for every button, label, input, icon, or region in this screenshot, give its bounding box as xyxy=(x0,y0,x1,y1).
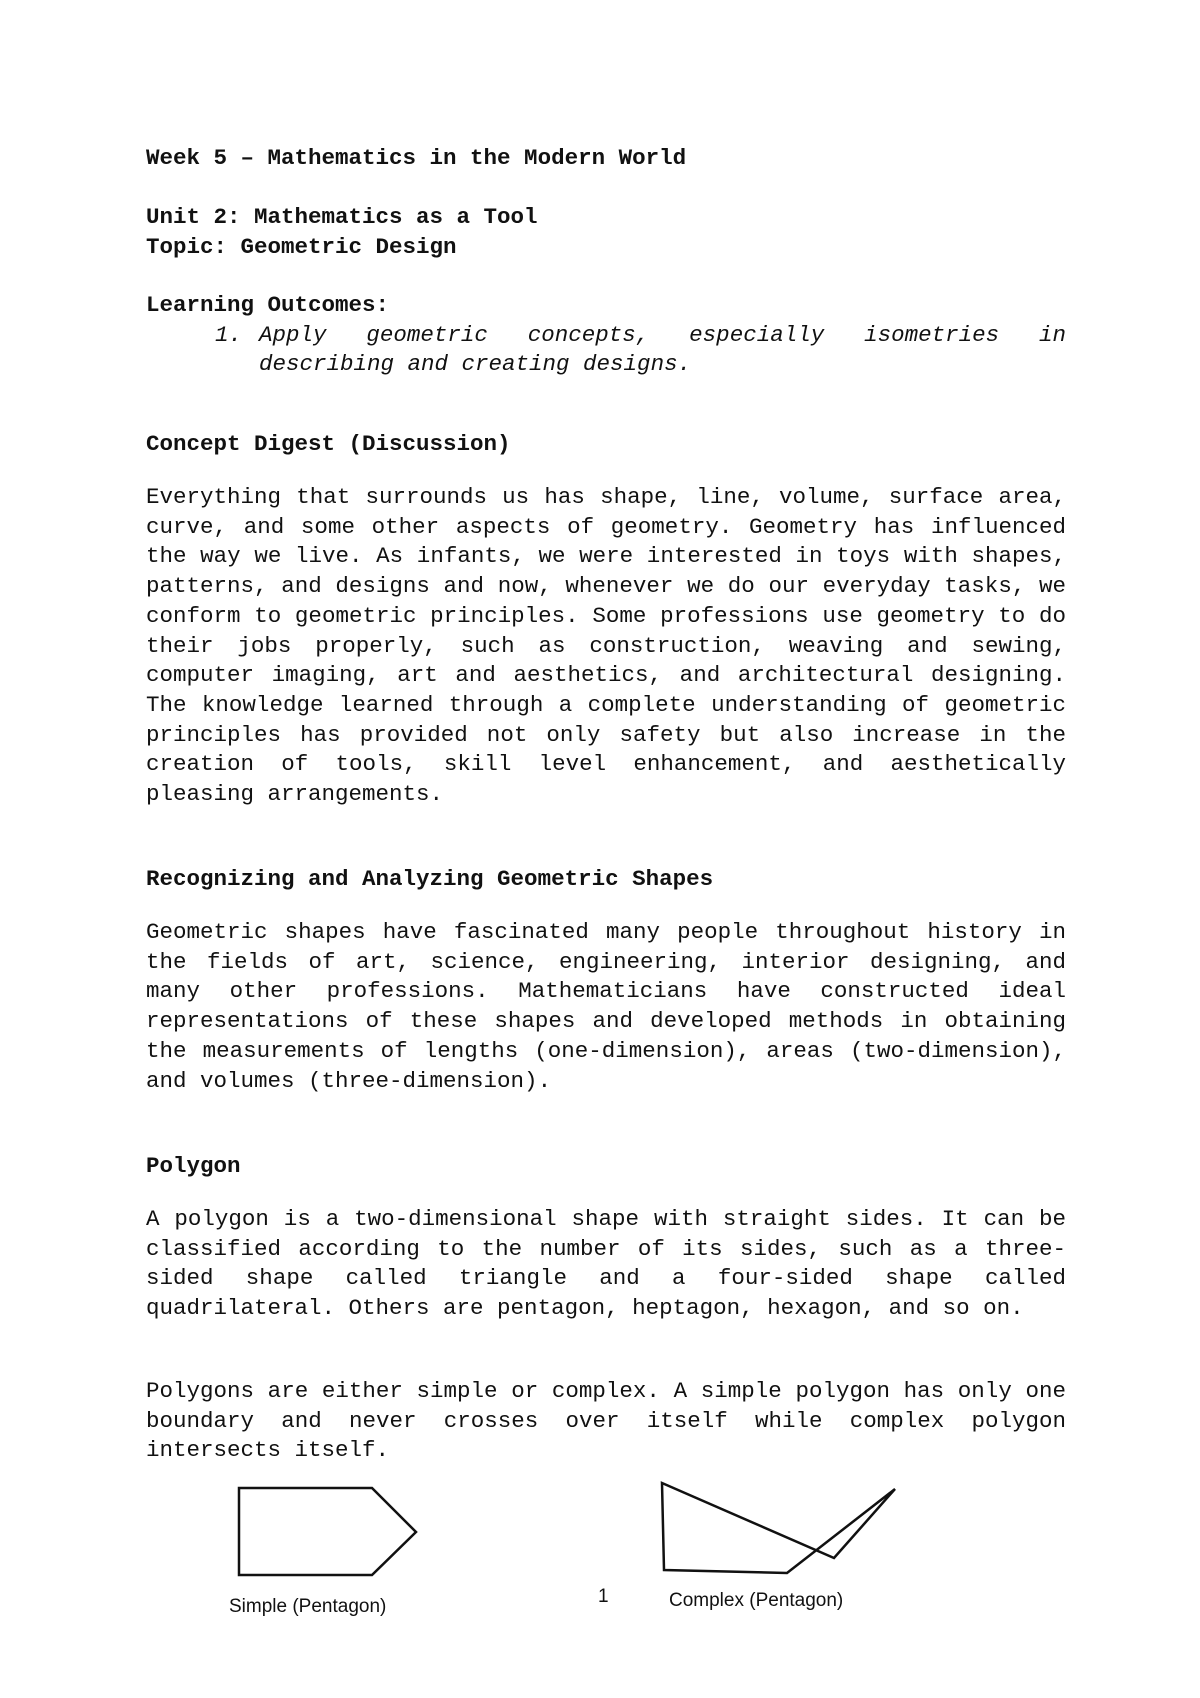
concept-digest-heading: Concept Digest (Discussion) xyxy=(146,431,511,457)
unit-heading: Unit 2: Mathematics as a Tool xyxy=(146,204,538,230)
complex-pentagon-caption: Complex (Pentagon) xyxy=(669,1590,844,1611)
document-title: Week 5 – Mathematics in the Modern World xyxy=(146,145,687,171)
concept-digest-paragraph: Everything that surrounds us has shape, line, volume, surface area, curve, and some other aspects of geometry. Geometry has influenced the way we live. As infants, we were interested in toys with shapes, patterns, and designs and now, whenever we do our everyday tasks, we conform to geometric principles. Some professions use geometry to do their jobs properly, such as construction, weaving and sewing, computer imaging, art and aesthetics, and architectural designing. The knowledge learned through a complete understanding of geometric principles has provided not only safety but also increase in the creation of tools, skill level enhancement, and aesthetically pleasing arrangements. xyxy=(146,484,1066,808)
recognizing-heading: Recognizing and Analyzing Geometric Shapes xyxy=(146,866,714,892)
learning-outcome-number: 1. xyxy=(215,322,243,348)
page-number: 1 xyxy=(598,1586,609,1607)
complex-pentagon-shape xyxy=(662,1483,895,1573)
polygon-paragraph-2: Polygons are either simple or complex. A simple polygon has only one boundary and never crosses over itself while complex polygon intersects itself. xyxy=(146,1378,1066,1464)
simple-pentagon-caption: Simple (Pentagon) xyxy=(229,1596,387,1617)
learning-outcomes-heading: Learning Outcomes: xyxy=(146,292,390,318)
simple-pentagon-shape xyxy=(239,1488,416,1575)
topic-heading: Topic: Geometric Design xyxy=(146,234,457,260)
polygon-paragraph-1: A polygon is a two-dimensional shape with straight sides. It can be classified according to the number of its sides, such as a three-sided shape called triangle and a four-sided shape called quadrilateral. Others are pentagon, heptagon, hexagon, and so on. xyxy=(146,1206,1066,1322)
recognizing-paragraph: Geometric shapes have fascinated many people throughout history in the fields of art, science, engineering, interior designing, and many other professions. Mathematicians have constructed ideal representations of these shapes and developed methods in obtaining the measurements of lengths (one-dimension), areas (two-dimension), and volumes (three-dimension). xyxy=(146,919,1066,1094)
learning-outcome-text: Apply geometric concepts, especially isometries in describing and creating designs. xyxy=(259,322,1066,377)
polygon-heading: Polygon xyxy=(146,1153,241,1179)
